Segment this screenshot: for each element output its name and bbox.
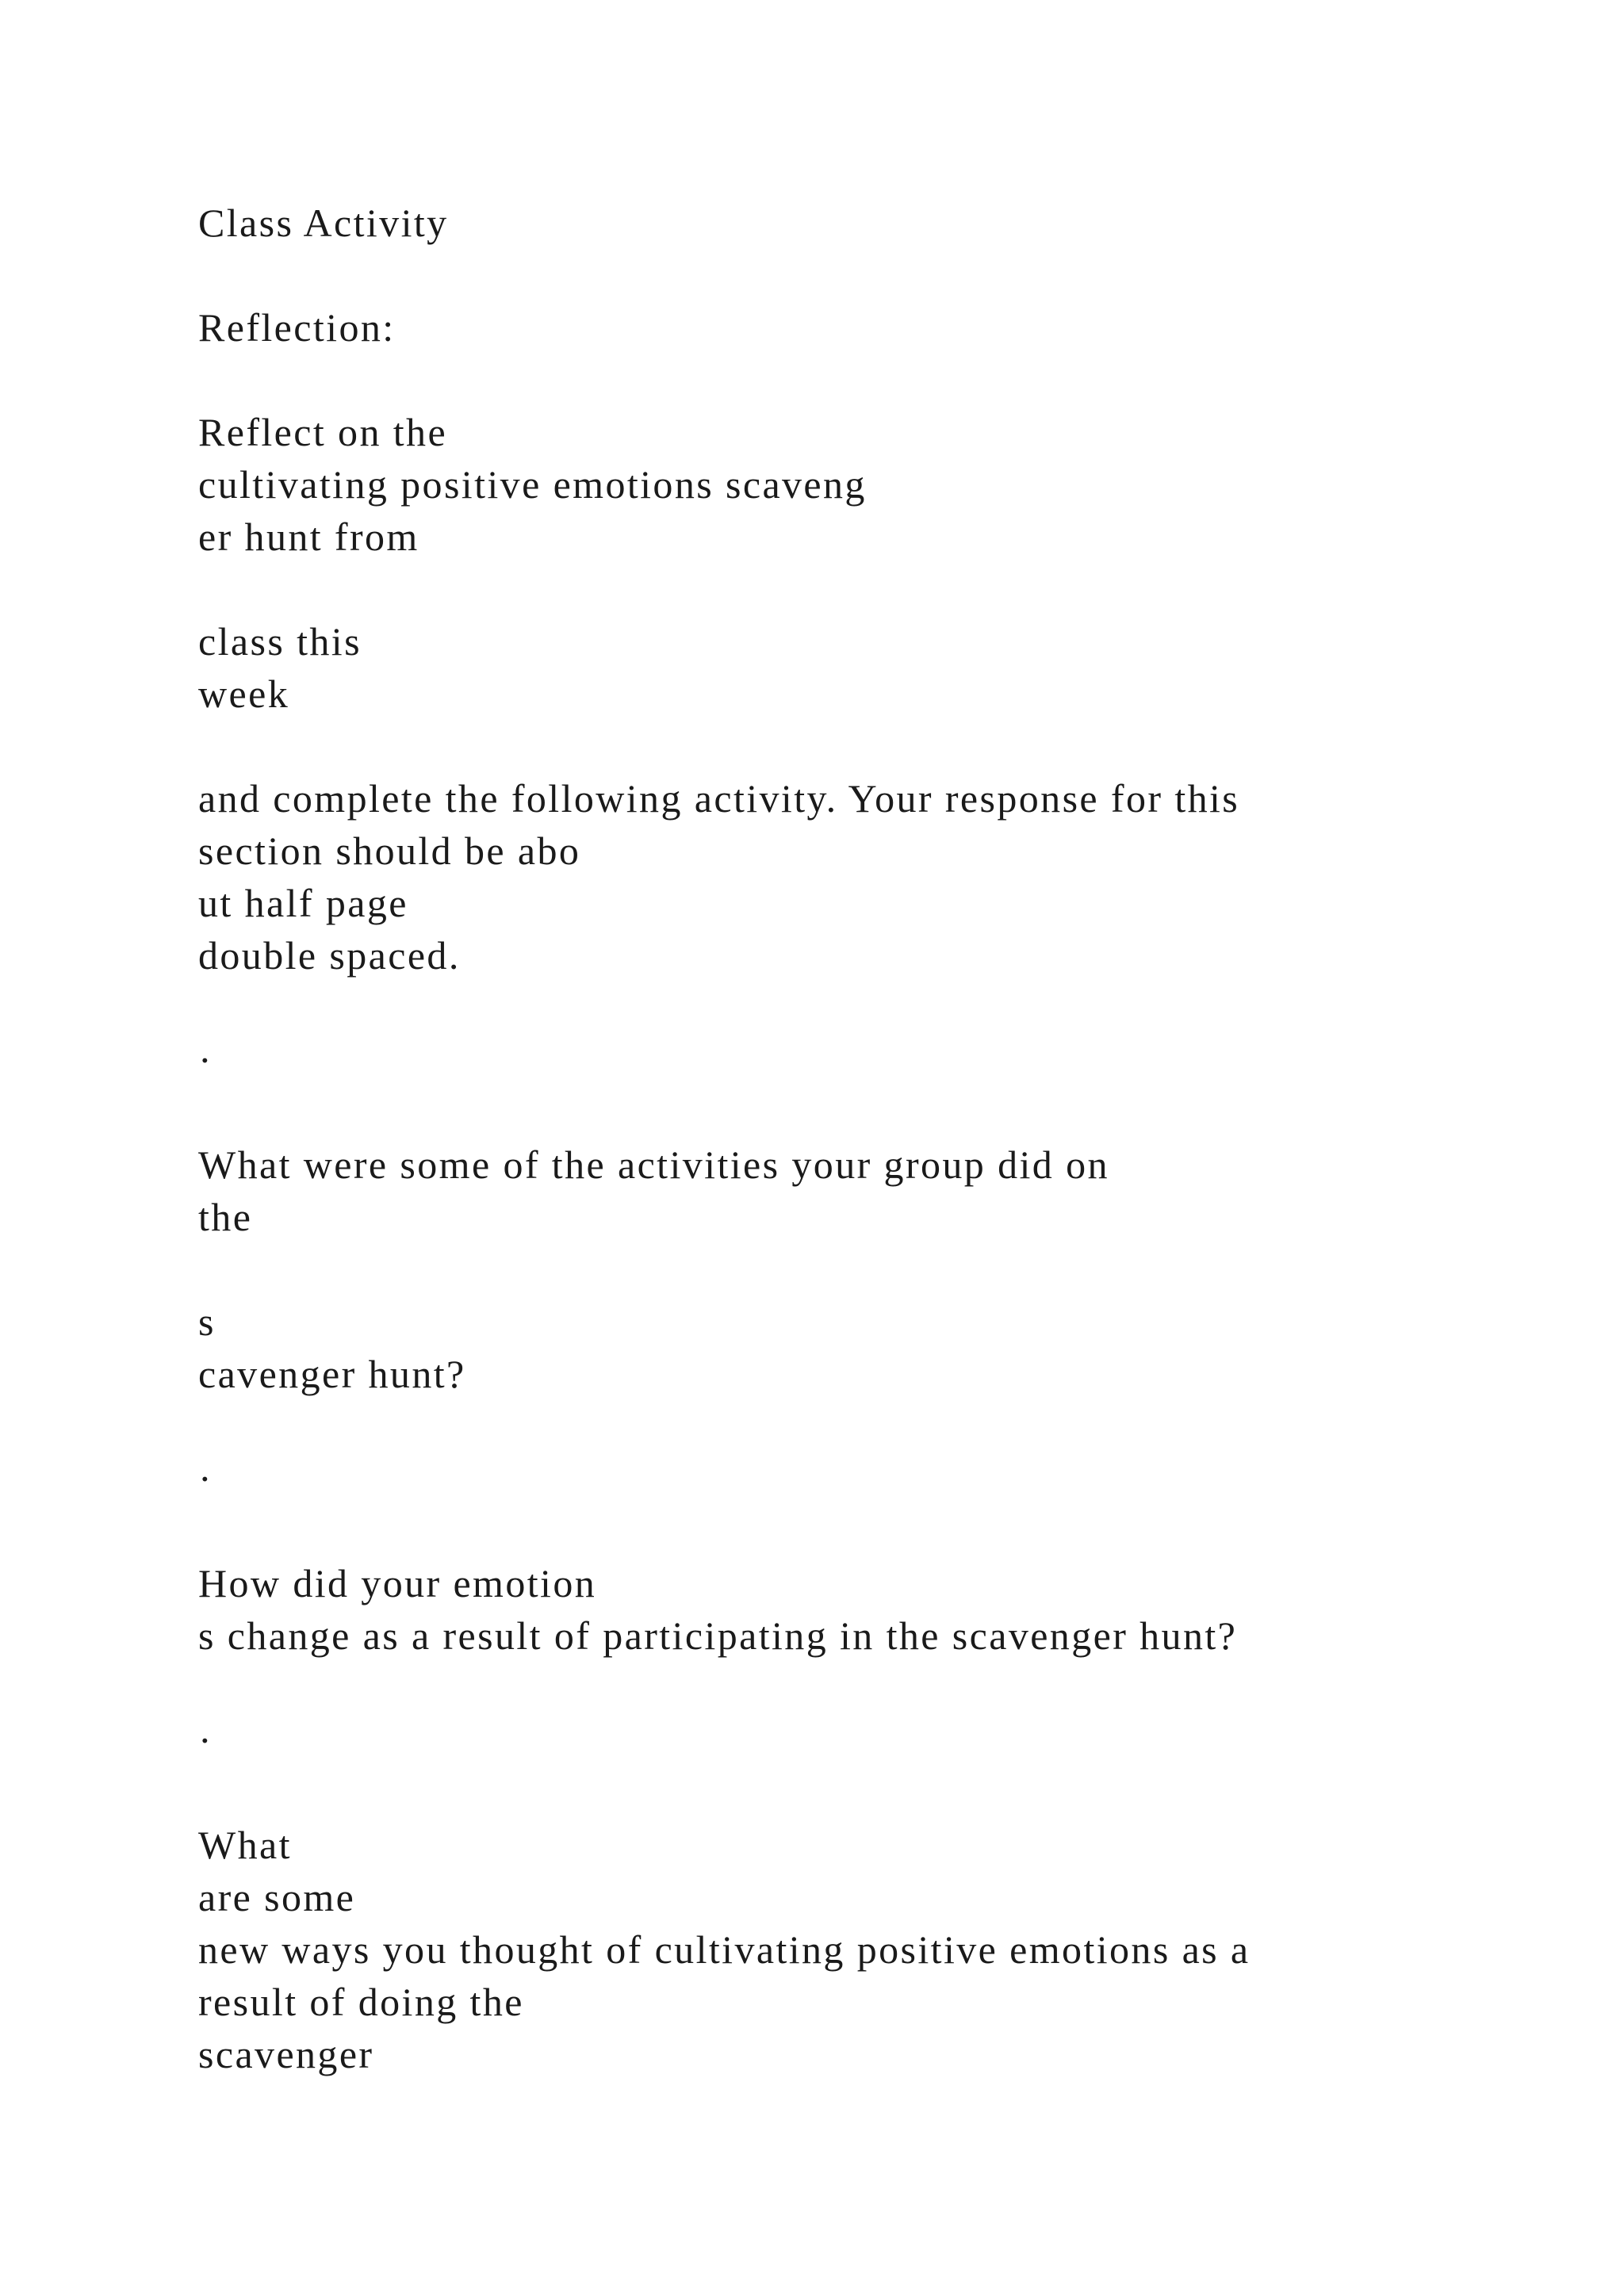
question-3-line: scavenger (198, 2032, 374, 2076)
document-title: Class Activity (198, 201, 449, 245)
paragraph-gap (198, 1505, 1435, 1557)
instructions-line: section should be abo (198, 828, 581, 873)
intro-line: er hunt from (198, 515, 419, 559)
document-body (198, 197, 1435, 2080)
bullet-marker: · (198, 1718, 214, 1762)
paragraph-gap (198, 1766, 1435, 1819)
section-heading: Reflection: (198, 305, 396, 350)
question-1-cont-line: cavenger hunt? (198, 1352, 466, 1396)
question-2-line: s change as a result of participating in the scavenger hunt? (198, 1613, 1238, 1658)
question-3-line: What (198, 1823, 292, 1867)
paragraph-gap (198, 249, 1435, 301)
paragraph-gap (198, 1086, 1435, 1138)
question-1-line: the (198, 1195, 253, 1239)
intro-line: Reflect on the (198, 410, 448, 454)
paragraph-gap (198, 1662, 1435, 1714)
bullet-marker: · (198, 1456, 214, 1501)
paragraph-gap (198, 1400, 1435, 1452)
intro-cont-line: week (198, 672, 290, 716)
question-1-line: What were some of the activities your group did on (198, 1142, 1109, 1187)
paragraph-gap (198, 1243, 1435, 1295)
instructions-line: double spaced. (198, 933, 461, 978)
intro-cont-line: class this (198, 619, 362, 664)
paragraph-gap (198, 982, 1435, 1034)
question-3-line: are some (198, 1875, 356, 1919)
paragraph-gap (198, 563, 1435, 615)
paragraph-gap (198, 720, 1435, 772)
question-2-line: How did your emotion (198, 1561, 597, 1605)
question-3-line: new ways you thought of cultivating positive emotions as a (198, 1927, 1251, 1972)
question-1-cont-line: s (198, 1299, 216, 1344)
instructions-line: ut half page (198, 881, 408, 925)
paragraph-gap (198, 354, 1435, 406)
question-3-line: result of doing the (198, 1980, 524, 2024)
intro-line: cultivating positive emotions scaveng (198, 462, 867, 507)
instructions-line: and complete the following activity. Your response for this (198, 776, 1240, 821)
bullet-marker: · (198, 1038, 214, 1082)
